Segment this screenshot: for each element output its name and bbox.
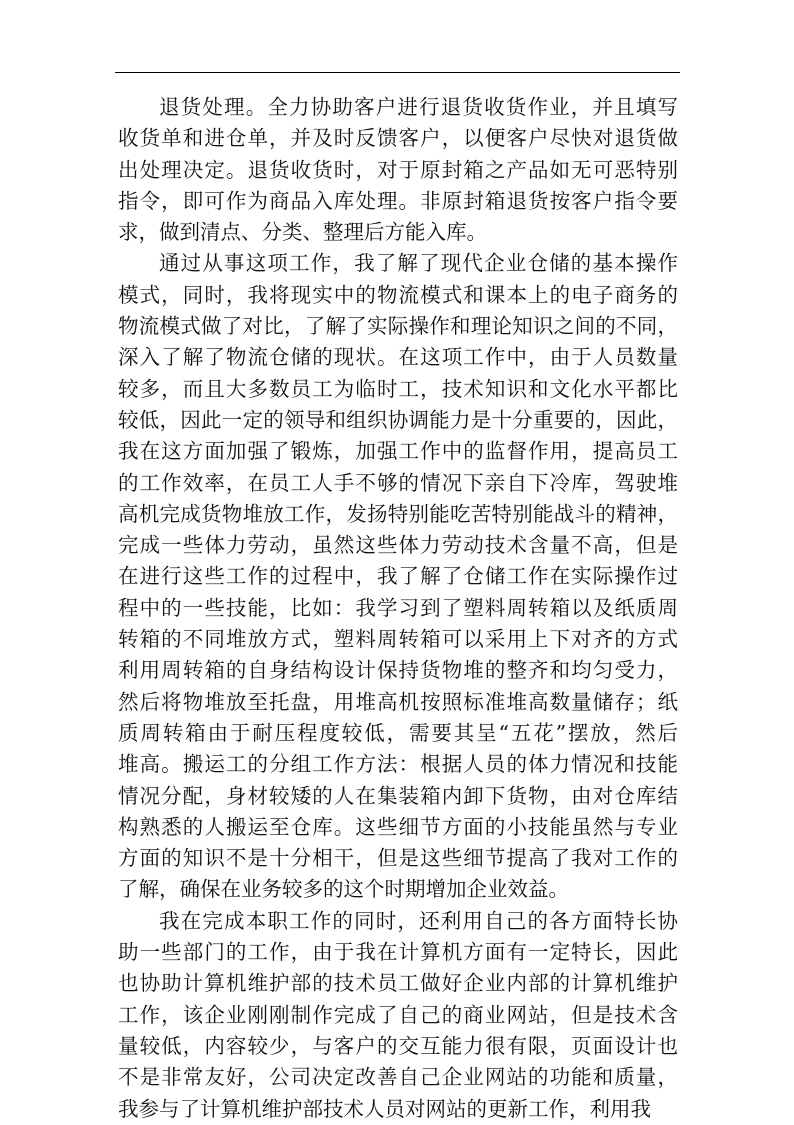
text-line: 构熟悉的人搬运至仓库。这些细节方面的小技能虽然与专业 [118,814,678,839]
text-line: 量较低，内容较少，与客户的交互能力很有限，页面设计也 [118,1033,678,1058]
paragraph [118,906,678,1125]
text-line: 深入了解了物流仓储的现状。在这项工作中，由于人员数量 [118,345,678,370]
text-line: 然后将物堆放至托盘，用堆高机按照标准堆高数量储存；纸 [118,689,678,714]
text-line: 也协助计算机维护部的技术员工做好企业内部的计算机维护 [118,971,678,996]
text-line: 不是非常友好，公司决定改善自己企业网站的功能和质量， [118,1065,678,1090]
text-line: 收货单和进仓单，并及时反馈客户，以便客户尽快对退货做 [118,126,678,151]
text-line: 我参与了计算机维护部技术人员对网站的更新工作，利用我 [118,1096,651,1121]
text-line: 程中的一些技能，比如：我学习到了塑料周转箱以及纸质周 [118,595,678,620]
text-line: 利用周转箱的自身结构设计保持货物堆的整齐和均匀受力， [118,658,678,683]
text-line: 工作，该企业刚刚制作完成了自己的商业网站，但是技术含 [118,1002,678,1027]
header-rule [115,72,680,73]
text-line: 退货处理。全力协助客户进行退货收货作业，并且填写 [159,95,678,119]
text-line: 求，做到清点、分类、整理后方能入库。 [118,220,487,245]
paragraph [118,92,678,248]
text-line: 指令，即可作为商品入库处理。非原封箱退货按客户指令要 [118,188,678,213]
text-line: 较低，因此一定的领导和组织协调能力是十分重要的，因此， [118,407,678,432]
text-line: 物流模式做了对比，了解了实际操作和理论知识之间的不同， [118,314,678,339]
text-line: 了解，确保在业务较多的这个时期增加企业效益。 [118,877,569,902]
body-text [118,92,678,1125]
text-line: 高机完成货物堆放工作，发扬特别能吃苦特别能战斗的精神， [118,501,678,526]
text-line: 出处理决定。退货收货时，对于原封箱之产品如无可恶特别 [118,157,678,182]
text-line: 在进行这些工作的过程中，我了解了仓储工作在实际操作过 [118,564,678,589]
text-line: 转箱的不同堆放方式，塑料周转箱可以采用上下对齐的方式 [118,627,678,652]
text-line: 通过从事这项工作，我了解了现代企业仓储的基本操作 [159,251,678,276]
text-line: 模式，同时，我将现实中的物流模式和课本上的电子商务的 [118,282,678,307]
text-line: 的工作效率，在员工人手不够的情况下亲自下冷库，驾驶堆 [118,470,678,495]
text-line: 堆高。搬运工的分组工作方法：根据人员的体力情况和技能 [118,752,678,777]
paragraph [118,248,678,905]
text-line: 完成一些体力劳动，虽然这些体力劳动技术含量不高，但是 [118,533,678,558]
text-line: 情况分配，身材较矮的人在集装箱内卸下货物，由对仓库结 [118,783,678,808]
text-line: 质周转箱由于耐压程度较低，需要其呈“五花”摆放，然后 [118,720,678,745]
text-line: 我在这方面加强了锻炼，加强工作中的监督作用，提高员工 [118,439,678,464]
text-line: 较多，而且大多数员工为临时工，技术知识和文化水平都比 [118,376,678,401]
text-line: 助一些部门的工作，由于我在计算机方面有一定特长，因此 [118,940,678,965]
text-line: 我在完成本职工作的同时，还利用自己的各方面特长协 [159,908,678,933]
text-line: 方面的知识不是十分相干，但是这些细节提高了我对工作的 [118,846,678,871]
